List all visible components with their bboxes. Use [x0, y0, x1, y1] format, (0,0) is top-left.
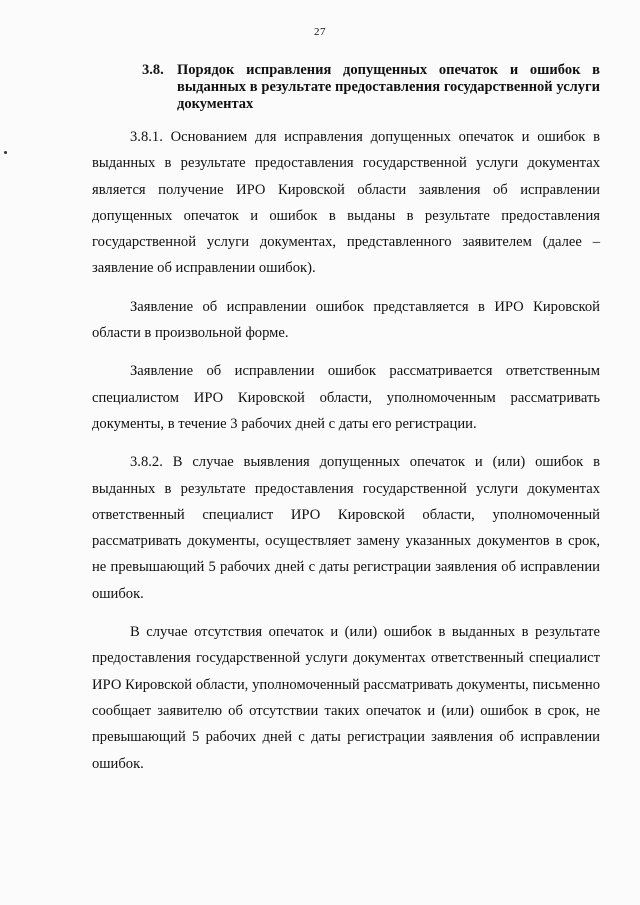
page-number: 27: [314, 26, 326, 38]
section-number: 3.8.: [142, 62, 164, 78]
paragraph-review: Заявление об исправлении ошибок рассматривается ответственным специалистом ИРО Кировской области, уполномоченным рассматривать документы, в течение 3 рабочих дней с даты его регистрации.: [92, 363, 600, 432]
section-body: [92, 124, 600, 789]
scan-artifact-dot: [4, 151, 7, 154]
paragraph-no-errors: В случае отсутствия опечаток и (или) ошибок в выданных в результате предоставления государственной услуги документах ответственный специалист ИРО Кировской области, уполномоченный рассматривать документы, письменно сообщает заявителю об отсутствии таких опечаток и (или) ошибок в срок, не превышающий 5 рабочих дней с даты регистрации заявления об исправлении ошибок.: [92, 624, 600, 772]
section-heading: [142, 62, 600, 113]
section-title: Порядок исправления допущенных опечаток и ошибок в выданных в результате предоставления государственной услуги документах: [177, 62, 600, 112]
paragraph-3-8-1: 3.8.1. Основанием для исправления допущенных опечаток и ошибок в выданных в результате предоставления государственной услуги документах является получение ИРО Кировской области заявления об исправлении допущенных опечаток и ошибок в выданы в результате предоставления государственной услуги документах, представленного заявителем (далее – заявление об исправлении ошибок).: [92, 129, 600, 277]
paragraph-3-8-2: 3.8.2. В случае выявления допущенных опечаток и (или) ошибок в выданных в результате предоставления государственной услуги документах ответственный специалист ИРО Кировской области, уполномоченный рассматривать документы, осуществляет замену указанных документов в срок, не превышающий 5 рабочих дней с даты регистрации заявления об исправлении ошибок.: [92, 454, 600, 602]
paragraph-form: Заявление об исправлении ошибок представляется в ИРО Кировской области в произвольной форме.: [92, 298, 600, 342]
